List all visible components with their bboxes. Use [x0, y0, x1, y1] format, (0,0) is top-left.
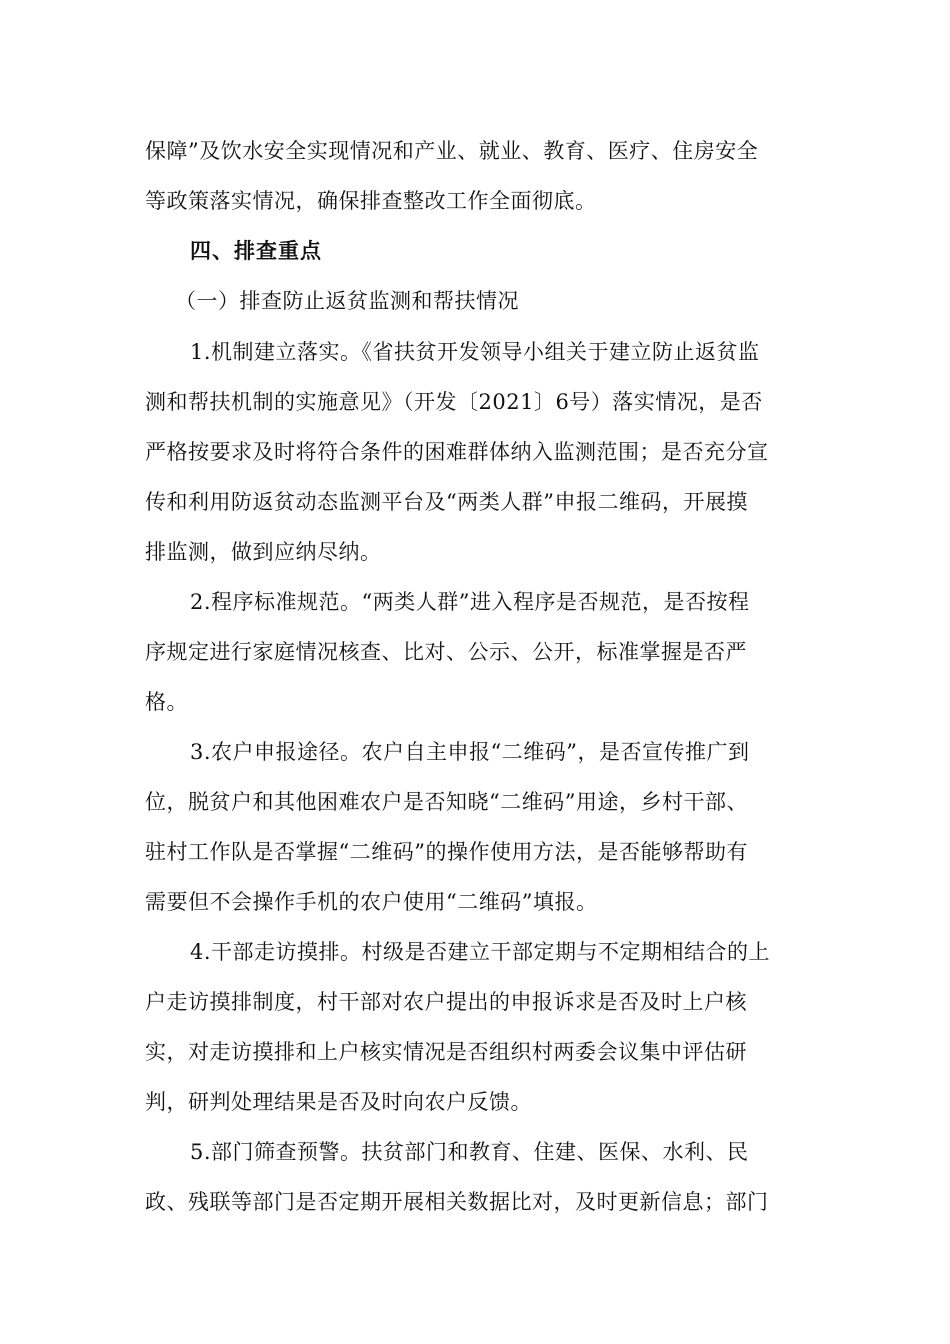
- section-heading: 四、排查重点: [190, 239, 322, 263]
- item-3-line-2: 位，脱贫户和其他困难农户是否知晓“二维码”用途，乡村干部、: [145, 790, 748, 814]
- item-5-line-2: 政、残联等部门是否定期开展相关数据比对，及时更新信息；部门: [145, 1190, 769, 1214]
- item-4-line-3: 实，对走访摸排和上户核实情况是否组织村两委会议集中评估研: [145, 1040, 747, 1064]
- item-5-line-1: 5.部门筛查预警。扶贫部门和教育、住建、医保、水利、民: [190, 1140, 749, 1164]
- item-1-line-4: 传和利用防返贫动态监测平台及“两类人群”申报二维码，开展摸: [145, 490, 748, 514]
- item-1-line-2: 测和帮扶机制的实施意见》（开发〔2021〕6号）落实情况，是否: [145, 390, 763, 414]
- item-2-line-2: 序规定进行家庭情况核查、比对、公示、公开，标准掌握是否严: [145, 640, 747, 664]
- paragraph-line-continuation: 保障”及饮水安全实现情况和产业、就业、教育、医疗、住房安全: [145, 139, 759, 163]
- subsection-heading: （一）排查防止返贫监测和帮扶情况: [175, 289, 519, 313]
- item-3-line-4: 需要但不会操作手机的农户使用“二维码”填报。: [145, 890, 598, 914]
- paragraph-line-continuation-end: 等政策落实情况，确保排查整改工作全面彻底。: [145, 189, 597, 213]
- item-4-line-1: 4.干部走访摸排。村级是否建立干部定期与不定期相结合的上: [190, 940, 771, 964]
- item-1-line-3: 严格按要求及时将符合条件的困难群体纳入监测范围；是否充分宣: [145, 440, 769, 464]
- item-2-line-3: 格。: [145, 690, 188, 714]
- item-4-line-4: 判，研判处理结果是否及时向农户反馈。: [145, 1090, 532, 1114]
- item-4-line-2: 户走访摸排制度，村干部对农户提出的申报诉求是否及时上户核: [145, 990, 747, 1014]
- item-1-line-1: 1.机制建立落实。《省扶贫开发领导小组关于建立防止返贫监: [190, 340, 760, 364]
- item-2-line-1: 2.程序标准规范。“两类人群”进入程序是否规范，是否按程: [190, 590, 750, 614]
- item-3-line-1: 3.农户申报途径。农户自主申报“二维码”，是否宣传推广到: [190, 740, 750, 764]
- item-1-line-5: 排监测，做到应纳尽纳。: [145, 540, 382, 564]
- item-3-line-3: 驻村工作队是否掌握“二维码”的操作使用方法，是否能够帮助有: [145, 840, 748, 864]
